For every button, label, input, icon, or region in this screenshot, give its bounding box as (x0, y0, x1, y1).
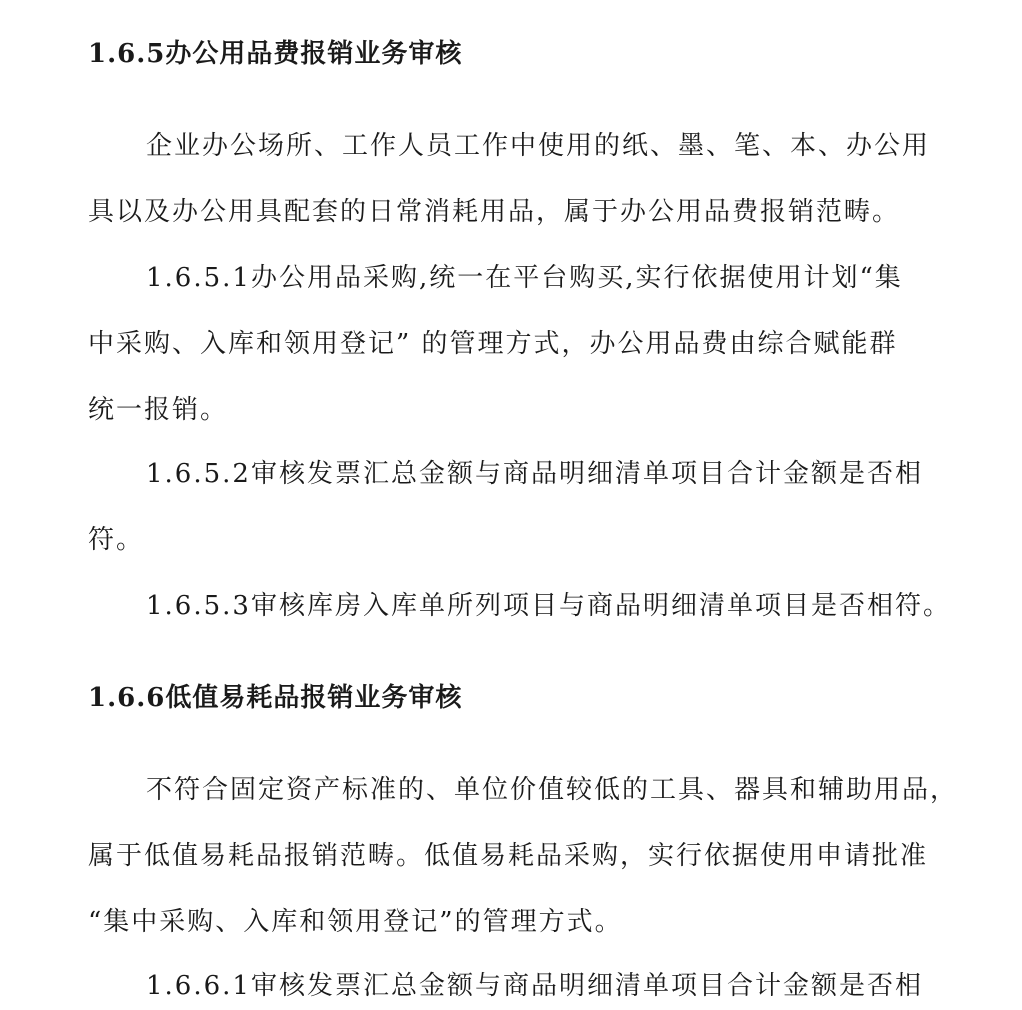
paragraph-line: “集中采购、入库和领用登记”的管理方式。 (88, 907, 623, 937)
paragraph-line: 统一报销。 (88, 395, 229, 425)
section-heading: 1.6.6低值易耗品报销业务审核 (88, 683, 463, 713)
paragraph-line: 1.6.6.1审核发票汇总金额与商品明细清单项目合计金额是否相 (146, 971, 923, 1001)
paragraph-line: 1.6.5.3审核库房入库单所列项目与商品明细清单项目是否相符。 (146, 591, 951, 621)
paragraph-line: 不符合固定资产标准的、单位价值较低的工具、器具和辅助用品， (146, 775, 959, 805)
paragraph-line: 具以及办公用具配套的日常消耗用品，属于办公用品费报销范畴。 (88, 197, 901, 227)
paragraph-line: 1.6.5.1办公用品采购,统一在平台购买,实行依据使用计划“集 (146, 263, 903, 293)
section-heading: 1.6.5办公用品费报销业务审核 (88, 39, 463, 69)
paragraph-line: 1.6.5.2审核发票汇总金额与商品明细清单项目合计金额是否相 (146, 459, 923, 489)
paragraph-line: 中采购、入库和领用登记” 的管理方式，办公用品费由综合赋能群 (88, 329, 898, 359)
paragraph-line: 符。 (88, 525, 145, 555)
paragraph-line: 属于低值易耗品报销范畴。低值易耗品采购，实行依据使用申请批准 (88, 841, 929, 871)
paragraph-line: 企业办公场所、工作人员工作中使用的纸、墨、笔、本、办公用 (146, 131, 931, 161)
